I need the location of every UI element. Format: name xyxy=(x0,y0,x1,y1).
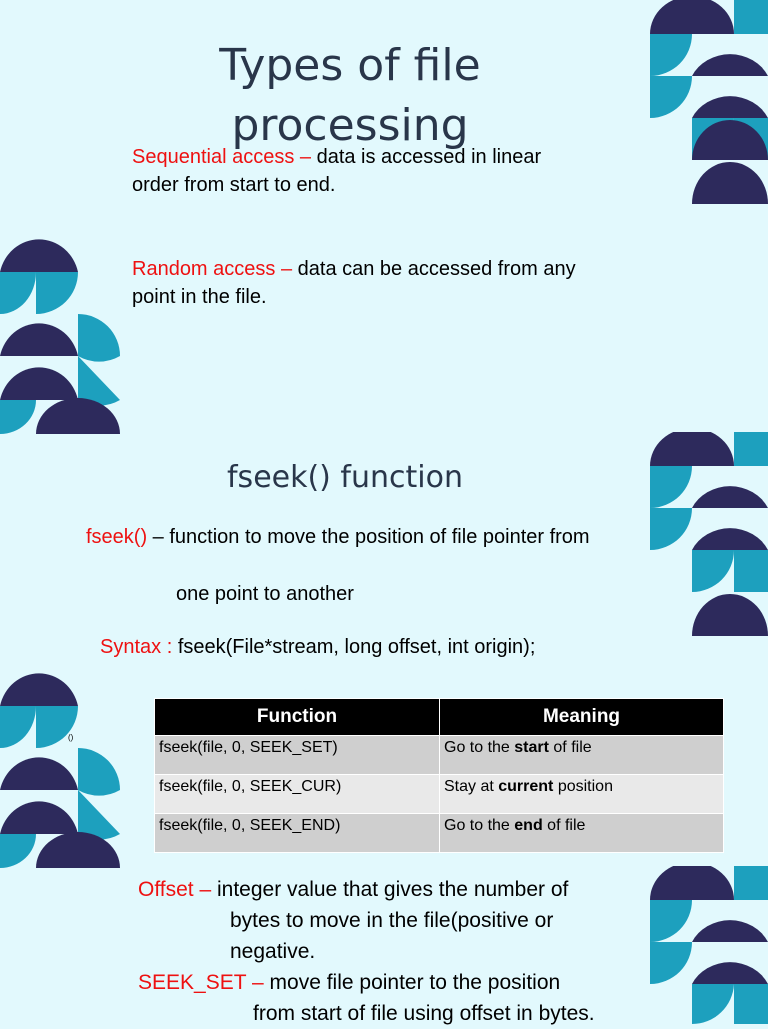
table-cell-function: fseek(file, 0, SEEK_END) xyxy=(155,814,440,853)
offset-desc-line1: integer value that gives the number of xyxy=(211,878,569,901)
table-row xyxy=(155,775,724,814)
random-access-term: Random access – xyxy=(132,258,293,280)
offset-desc-line3: negative. xyxy=(230,940,316,963)
fseek-origin-table xyxy=(154,698,724,853)
fseek-term: fseek() xyxy=(86,526,148,548)
seek-set-term: SEEK_SET – xyxy=(138,971,264,994)
slide2-title: fseek() function xyxy=(227,460,463,495)
decorative-pattern-top-right xyxy=(650,0,768,204)
sequential-access-item xyxy=(132,143,582,199)
syntax-term: Syntax : xyxy=(100,636,173,658)
decorative-pattern-left-upper xyxy=(0,228,120,434)
offset-desc-line2: bytes to move in the file(positive or xyxy=(230,909,554,932)
table-header-function: Function xyxy=(155,699,440,736)
seek-set-desc-line1: move file pointer to the position xyxy=(263,971,561,994)
sequential-access-term: Sequential access – xyxy=(132,146,312,168)
decorative-pattern-bottom-right xyxy=(650,866,768,1024)
offset-note xyxy=(138,874,568,967)
stray-mark: () xyxy=(68,733,74,742)
sequential-access-desc: data is accessed in linear order from start to end. xyxy=(132,146,542,196)
table-row xyxy=(155,814,724,853)
decorative-pattern-right-middle xyxy=(650,432,768,636)
table-header-meaning: Meaning xyxy=(440,699,724,736)
random-access-desc: data can be accessed from any point in the file. xyxy=(132,258,576,308)
syntax-line xyxy=(100,633,535,661)
table-cell-meaning: Stay at current position xyxy=(440,775,724,814)
table-cell-function: fseek(file, 0, SEEK_SET) xyxy=(155,736,440,775)
decorative-pattern-left-lower xyxy=(0,662,120,868)
random-access-item xyxy=(132,255,612,311)
table-cell-function: fseek(file, 0, SEEK_CUR) xyxy=(155,775,440,814)
table-cell-meaning: Go to the start of file xyxy=(440,736,724,775)
table-cell-meaning: Go to the end of file xyxy=(440,814,724,853)
seek-set-note xyxy=(138,967,595,1029)
fseek-definition xyxy=(86,523,590,551)
fseek-desc: – function to move the position of file pointer from xyxy=(147,526,590,548)
table-row xyxy=(155,736,724,775)
fseek-definition-continued: one point to another xyxy=(176,583,354,605)
syntax-code: fseek(File*stream, long offset, int origin); xyxy=(172,636,536,658)
offset-term: Offset – xyxy=(138,878,212,901)
seek-set-desc-line2: from start of file using offset in bytes. xyxy=(253,1002,595,1025)
slide1-title: Types of file processing xyxy=(219,40,481,151)
